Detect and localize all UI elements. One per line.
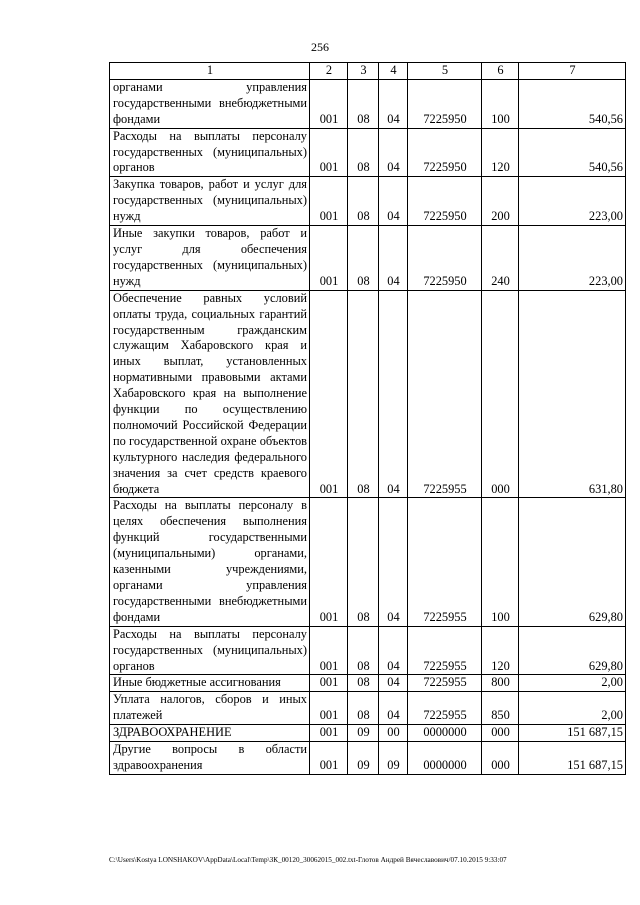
row-name-cell: Закупка товаров, работ и услуг для государственных (муниципальных) нужд <box>110 177 310 226</box>
table-row <box>110 79 626 128</box>
amount-cell: 540,56 <box>519 128 626 177</box>
code-cell: 001 <box>310 290 348 498</box>
subsection-cell: 00 <box>379 725 408 742</box>
expense-type-cell: 000 <box>482 742 519 775</box>
table-row <box>110 742 626 775</box>
amount-cell: 223,00 <box>519 177 626 226</box>
column-header: 2 <box>310 63 348 80</box>
target-article-cell: 7225955 <box>408 290 482 498</box>
row-name-cell: Расходы на выплаты персоналу государственных (муниципальных) органов <box>110 128 310 177</box>
code-cell: 001 <box>310 626 348 675</box>
code-cell: 001 <box>310 177 348 226</box>
expense-type-cell: 100 <box>482 498 519 626</box>
table-row <box>110 177 626 226</box>
target-article-cell: 7225950 <box>408 226 482 291</box>
column-header: 4 <box>379 63 408 80</box>
expense-type-cell: 000 <box>482 290 519 498</box>
target-article-cell: 7225950 <box>408 128 482 177</box>
column-header: 7 <box>519 63 626 80</box>
row-name-cell: Иные бюджетные ассигнования <box>110 675 310 692</box>
section-cell: 08 <box>348 177 379 226</box>
amount-cell: 2,00 <box>519 675 626 692</box>
subsection-cell: 04 <box>379 692 408 725</box>
target-article-cell: 7225950 <box>408 177 482 226</box>
expense-type-cell: 100 <box>482 79 519 128</box>
code-cell: 001 <box>310 128 348 177</box>
section-cell: 08 <box>348 79 379 128</box>
table-row <box>110 626 626 675</box>
code-cell: 001 <box>310 692 348 725</box>
row-name-cell: Расходы на выплаты персоналу государственных (муниципальных) органов <box>110 626 310 675</box>
column-header: 6 <box>482 63 519 80</box>
section-cell: 08 <box>348 290 379 498</box>
code-cell: 001 <box>310 498 348 626</box>
section-cell: 08 <box>348 498 379 626</box>
table-row <box>110 128 626 177</box>
table-row <box>110 725 626 742</box>
section-cell: 09 <box>348 742 379 775</box>
amount-cell: 631,80 <box>519 290 626 498</box>
subsection-cell: 04 <box>379 498 408 626</box>
section-cell: 08 <box>348 692 379 725</box>
subsection-cell: 04 <box>379 675 408 692</box>
amount-cell: 151 687,15 <box>519 725 626 742</box>
code-cell: 001 <box>310 742 348 775</box>
target-article-cell: 0000000 <box>408 742 482 775</box>
section-cell: 08 <box>348 626 379 675</box>
amount-cell: 629,80 <box>519 498 626 626</box>
file-path-footer: C:\Users\Kostya LONSHAKOV\AppData\Local\Temp\ЗК_00120_30062015_002.txt-Глотов Андрей Вячеславович/07.10.2015 9:33:07 <box>109 856 507 864</box>
code-cell: 001 <box>310 226 348 291</box>
subsection-cell: 04 <box>379 79 408 128</box>
expense-type-cell: 850 <box>482 692 519 725</box>
table-row <box>110 226 626 291</box>
subsection-cell: 04 <box>379 626 408 675</box>
column-header: 5 <box>408 63 482 80</box>
column-header: 3 <box>348 63 379 80</box>
row-name-cell: Другие вопросы в области здравоохранения <box>110 742 310 775</box>
expense-type-cell: 120 <box>482 626 519 675</box>
table-row <box>110 692 626 725</box>
target-article-cell: 7225955 <box>408 626 482 675</box>
expense-type-cell: 240 <box>482 226 519 291</box>
page-number: 256 <box>311 40 329 54</box>
amount-cell: 2,00 <box>519 692 626 725</box>
subsection-cell: 04 <box>379 226 408 291</box>
target-article-cell: 7225950 <box>408 79 482 128</box>
section-cell: 08 <box>348 226 379 291</box>
budget-table <box>109 62 626 775</box>
expense-type-cell: 120 <box>482 128 519 177</box>
subsection-cell: 09 <box>379 742 408 775</box>
amount-cell: 629,80 <box>519 626 626 675</box>
row-name-cell: Иные закупки товаров, работ и услуг для обеспечения государственных (муниципальных) нужд <box>110 226 310 291</box>
amount-cell: 151 687,15 <box>519 742 626 775</box>
amount-cell: 223,00 <box>519 226 626 291</box>
row-name-cell: ЗДРАВООХРАНЕНИЕ <box>110 725 310 742</box>
expense-type-cell: 200 <box>482 177 519 226</box>
expense-type-cell: 800 <box>482 675 519 692</box>
row-name-cell: органами управления государственными внебюджетными фондами <box>110 79 310 128</box>
table-row <box>110 498 626 626</box>
column-header: 1 <box>110 63 310 80</box>
code-cell: 001 <box>310 725 348 742</box>
target-article-cell: 7225955 <box>408 692 482 725</box>
subsection-cell: 04 <box>379 128 408 177</box>
target-article-cell: 7225955 <box>408 498 482 626</box>
subsection-cell: 04 <box>379 290 408 498</box>
target-article-cell: 0000000 <box>408 725 482 742</box>
row-name-cell: Уплата налогов, сборов и иных платежей <box>110 692 310 725</box>
table-row <box>110 290 626 498</box>
subsection-cell: 04 <box>379 177 408 226</box>
row-name-cell: Расходы на выплаты персоналу в целях обеспечения выполнения функций государственными (муниципальными) органами, казенными учреждениями, органами управления государственными внебюджетными фондами <box>110 498 310 626</box>
section-cell: 08 <box>348 128 379 177</box>
section-cell: 09 <box>348 725 379 742</box>
code-cell: 001 <box>310 675 348 692</box>
row-name-cell: Обеспечение равных условий оплаты труда, социальных гарантий государственным гражданским служащим Хабаровского края и иных выплат, установленных нормативными правовыми актами Хабаровского края на выполнение функции по осуществлению полномочий Российской Федерации по государственной охране объектов культурного наследия федерального значения за счет средств краевого бюджета <box>110 290 310 498</box>
table-header-row <box>110 63 626 80</box>
section-cell: 08 <box>348 675 379 692</box>
target-article-cell: 7225955 <box>408 675 482 692</box>
expense-type-cell: 000 <box>482 725 519 742</box>
code-cell: 001 <box>310 79 348 128</box>
amount-cell: 540,56 <box>519 79 626 128</box>
table-row <box>110 675 626 692</box>
